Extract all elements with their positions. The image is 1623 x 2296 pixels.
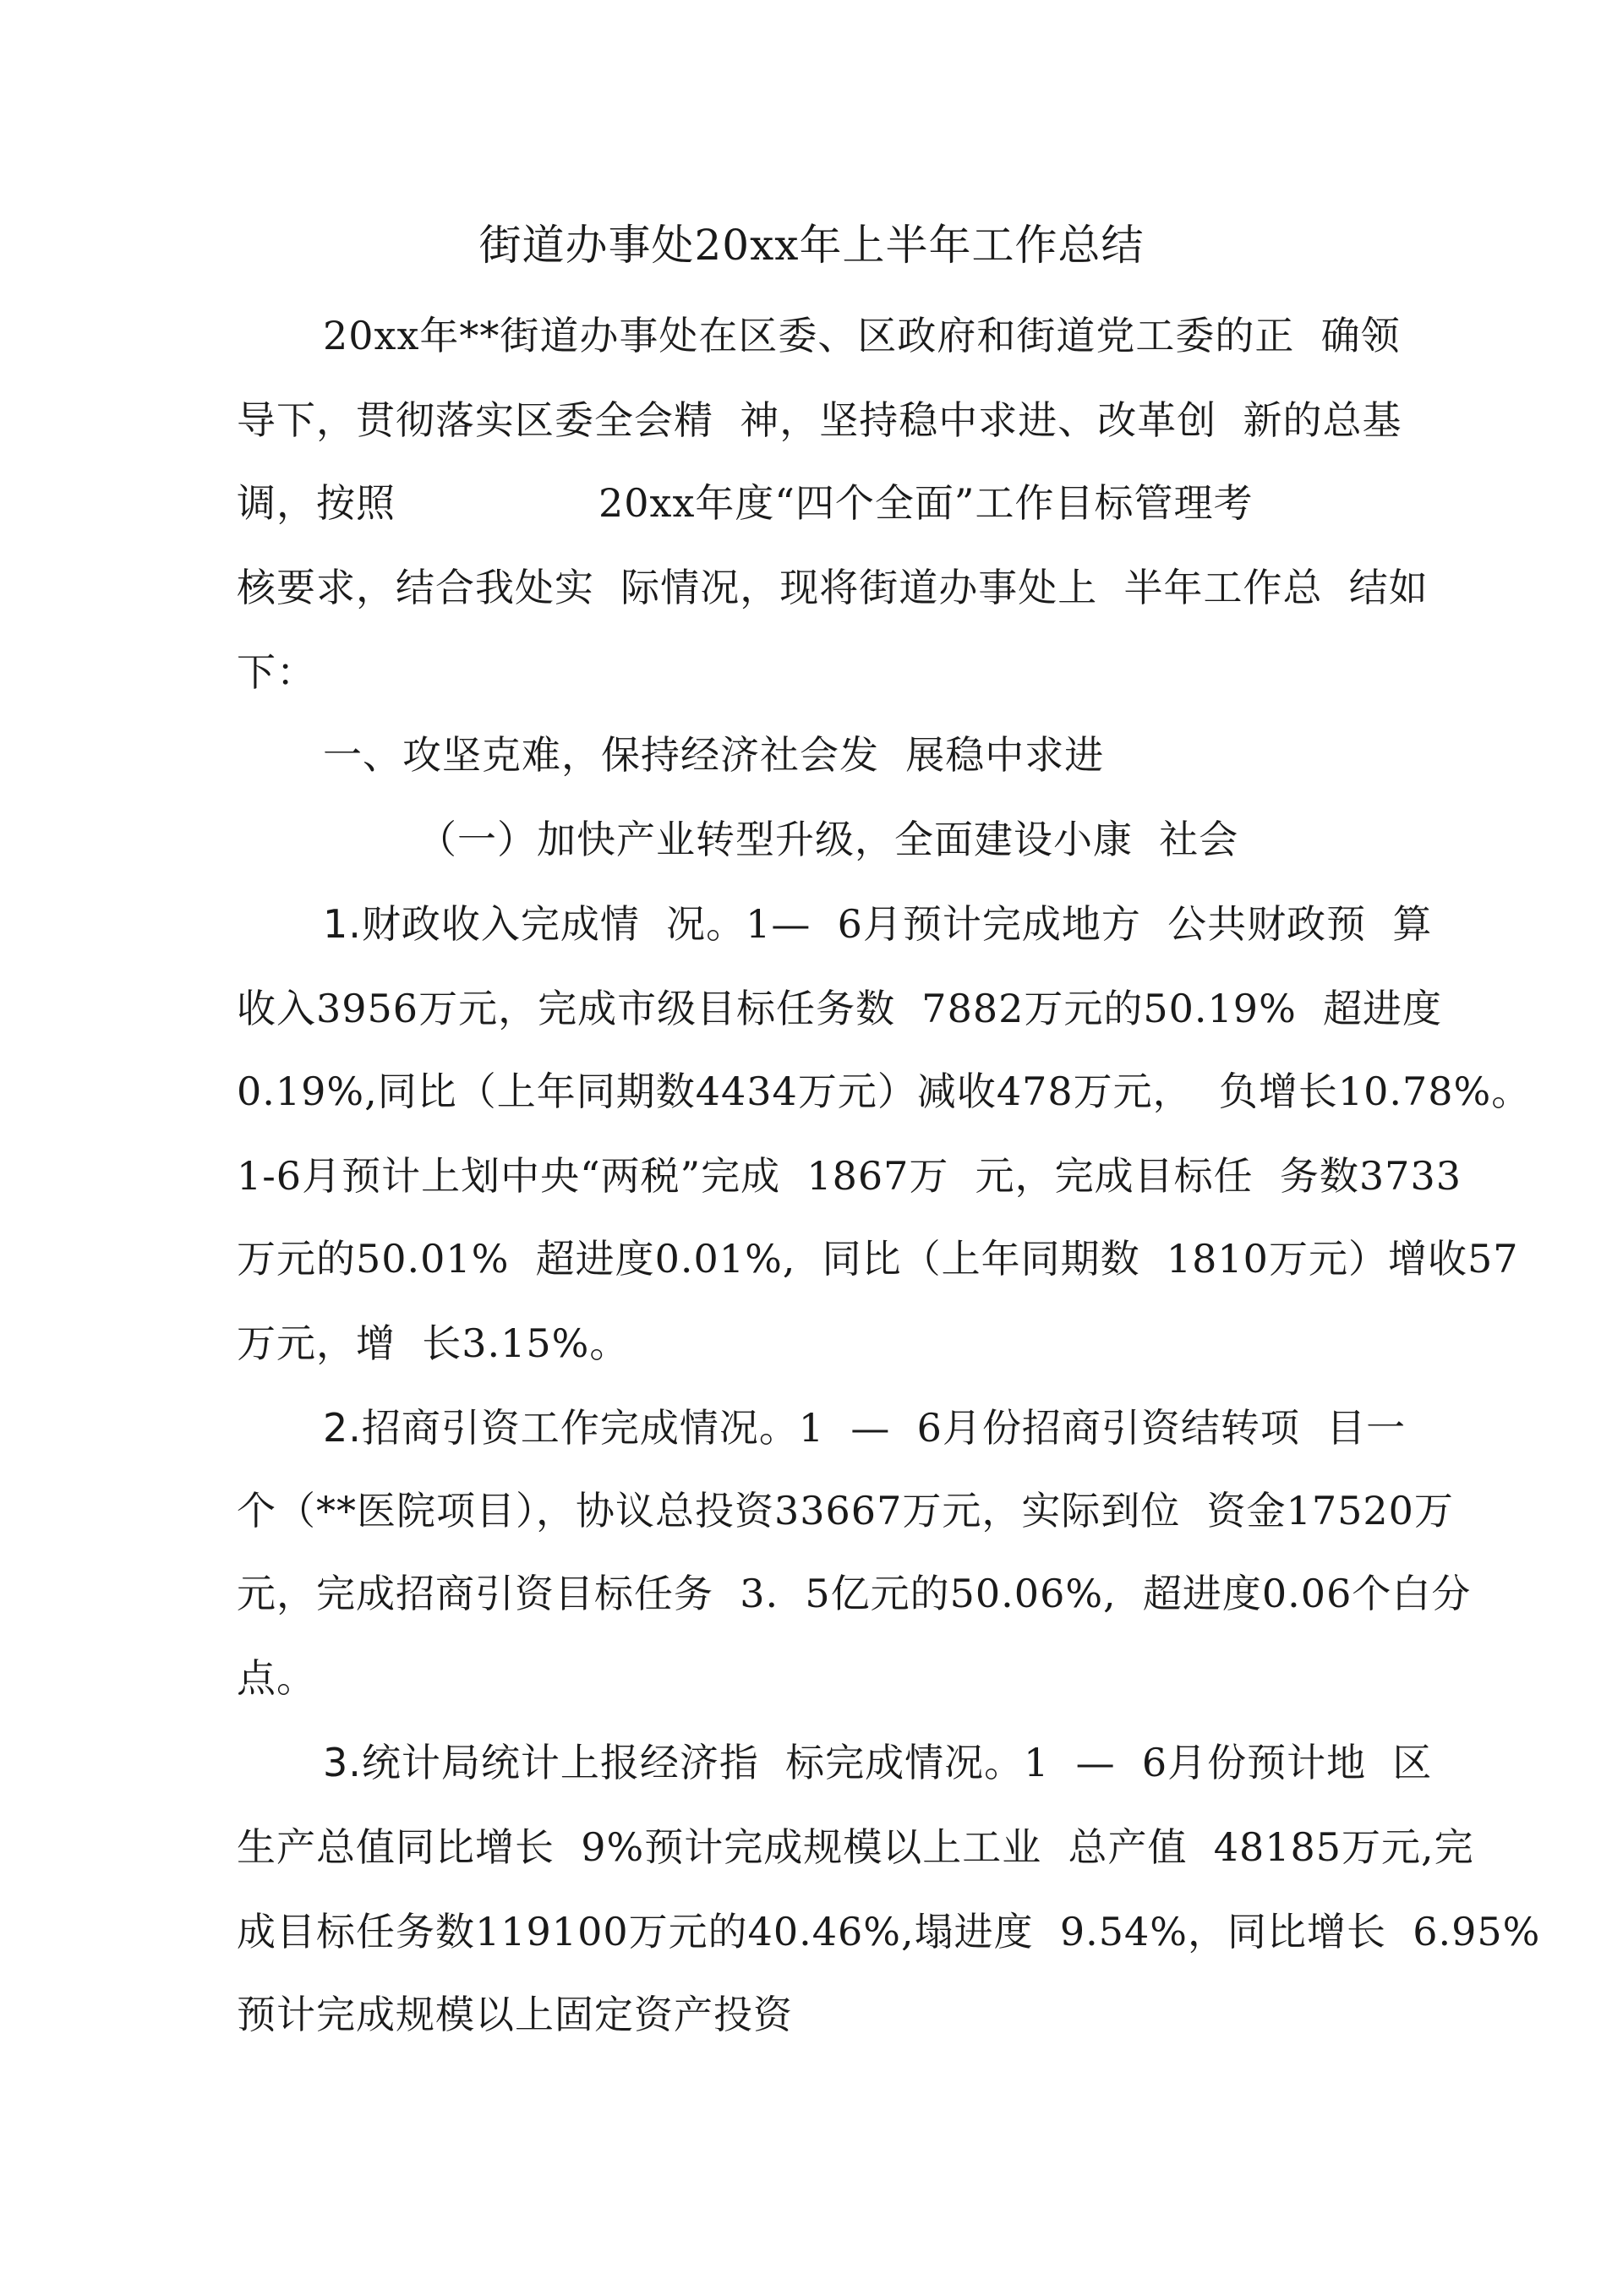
item-3-number: 3.	[323, 1740, 362, 1785]
item-1-line-1: 1.财政收入完成情 况。1— 6月预计完成地方 公共财政预 算	[323, 901, 1433, 947]
item-1-number: 1.	[323, 901, 362, 947]
section-subheading: （一）加快产业转型升级，全面建设小康 社会	[418, 817, 1239, 862]
intro-line-4: 核要求，结合我处实 际情况，现将街道办事处上 半年工作总 结如	[237, 565, 1429, 610]
intro-line-3	[237, 473, 1253, 533]
item-1-line-6: 万元，增 长3.15%。	[237, 1320, 630, 1366]
intro-line-3-start: 调，按照	[237, 480, 396, 526]
intro-line-3-end: 20xx年度“四个全面”工作目标管理考	[598, 480, 1254, 526]
item-1-line-3: 0.19%,同比（上年同期数4434万元）减收478万元， 负增长10.78%。	[237, 1069, 1532, 1114]
item-1-line-5: 万元的50.01% 超进度0.01%, 同比（上年同期数 1810万元）增收57	[237, 1236, 1519, 1282]
item-2-line-2: 个（**医院项目），协议总投资33667万元，实际到位 资金17520万	[237, 1488, 1454, 1533]
item-1-line-4: 1-6月预计上划中央“两税”完成 1867万 元，完成目标任 务数3733	[237, 1153, 1462, 1199]
item-3-line-1: 3.统计局统计上报经济指 标完成情况。1 — 6月份预计地 区	[323, 1740, 1433, 1785]
item-2-number: 2.	[323, 1405, 362, 1451]
intro-line-2: 导下，贯彻落实区委全会精 神，坚持稳中求进、改革创 新的总基	[237, 397, 1402, 443]
item-3-line-2: 生产总值同比增长 9%预计完成规模以上工业 总产值 48185万元,完	[237, 1824, 1474, 1870]
item-3-line-3: 成目标任务数119100万元的40.46%,塌进度 9.54%，同比增长 6.95%	[237, 1909, 1541, 1954]
item-2-line-1: 2.招商引资工作完成情况。1 — 6月份招商引资结转项 目一	[323, 1405, 1407, 1451]
section-heading: 一、攻坚克难，保持经济社会发 展稳中求进	[323, 732, 1105, 778]
intro-line-1: 20xx年**街道办事处在区委、区政府和街道党工委的正 确领	[323, 313, 1401, 358]
item-1-line-2: 收入3956万元，完成市级目标任务数 7882万元的50.19% 超进度	[237, 986, 1443, 1031]
item-2-line-3: 元，完成招商引资目标任务 3. 5亿元的50.06%, 超进度0.06个白分	[237, 1571, 1472, 1616]
document-title: 街道办事处20xx年上半年工作总结	[478, 221, 1145, 270]
item-2-line-4: 点。	[237, 1655, 316, 1701]
intro-line-5: 下：	[237, 649, 316, 695]
item-3-line-4: 预计完成规模以上固定资产投资	[237, 1992, 793, 2037]
